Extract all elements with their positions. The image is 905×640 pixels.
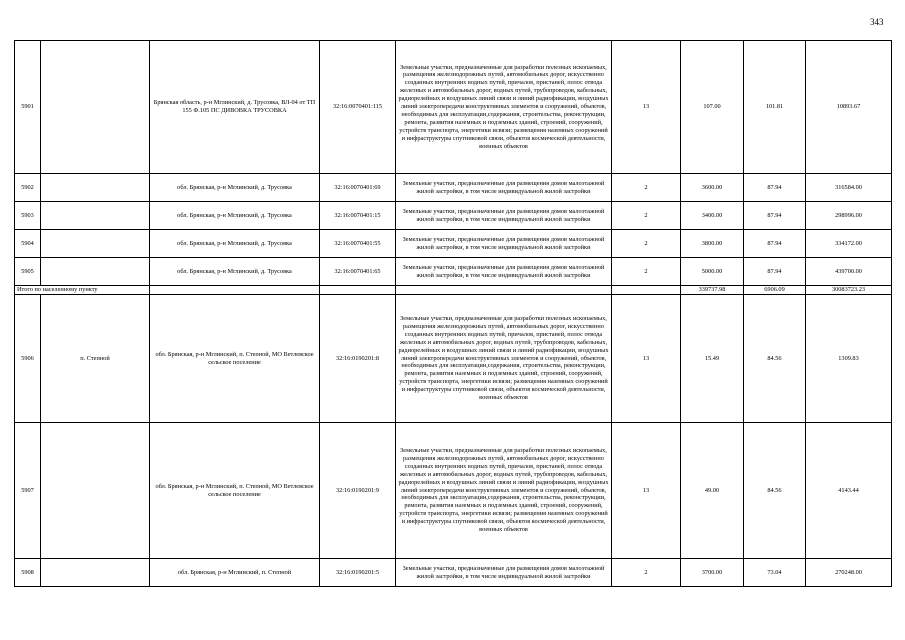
area-value: 107.00 <box>681 41 744 174</box>
address-cell: Брянская область, р-н Мглинский, д. Трусовка, ВЛ-04 от ТП 155 Ф.105 ПС ДИВОВКА ТРУСОВКА <box>150 41 320 174</box>
address-cell: обл. Брянская, р-н Мглинский, д. Трусовка <box>150 258 320 286</box>
cadastral-number: 32:16:0070401:15 <box>320 202 396 230</box>
cadastral-value: 316584.00 <box>806 174 892 202</box>
land-use-group: 2 <box>612 258 681 286</box>
record-number: 5905 <box>15 258 41 286</box>
cadastral-value: 4143.44 <box>806 423 892 559</box>
total-value: 30083723.23 <box>806 286 892 295</box>
area-value: 49.00 <box>681 423 744 559</box>
land-use-purpose: Земельные участки, предназначенные для размещения домов малоэтажной жилой застройки, в том числе индивидуальной жилой застройки <box>396 559 612 587</box>
cadastral-value-table <box>14 40 892 587</box>
land-use-purpose: Земельные участки, предназначенные для разработки полезных ископаемых, размещения железнодорожных путей, автомобильных дорог, искусственно созданных внутренних водных путей, причалов, пристаней, полос отвода железных и автомобильных дорог, водных путей, трубопроводов, кабельных, радиорелейных и воздушных линий связи и линий радиофикации, воздушных линий электропередачи конструктивных элементов и сооружений, объектов, необходимых для эксплуатации,содержания, строительства, реконструкции, ремонта, развития наземных и подземных зданий, строений, сооружений, устройств транспорта, энергетики исвязи; размещения наземных сооружений и инфраструктуры спутниковой связи, объектов космической деятельности, военных объектов <box>396 423 612 559</box>
table-row <box>15 423 892 559</box>
settlement-name <box>41 559 150 587</box>
total-empty <box>396 286 612 295</box>
cadastral-number: 32:16:0070401:65 <box>320 258 396 286</box>
land-use-purpose: Земельные участки, предназначенные для размещения домов малоэтажной жилой застройки, в том числе индивидуальной жилой застройки <box>396 258 612 286</box>
area-value: 15.49 <box>681 295 744 423</box>
table-row <box>15 202 892 230</box>
settlement-name <box>41 423 150 559</box>
specific-value: 87.94 <box>744 258 806 286</box>
page-number: 343 <box>870 17 884 27</box>
area-value: 3700.00 <box>681 559 744 587</box>
land-use-purpose: Земельные участки, предназначенные для размещения домов малоэтажной жилой застройки, в том числе индивидуальной жилой застройки <box>396 230 612 258</box>
address-cell: обл. Брянская, р-н Мглинский, п. Степной, МО Ветлевское сельское поселение <box>150 423 320 559</box>
land-use-purpose: Земельные участки, предназначенные для разработки полезных ископаемых, размещения железнодорожных путей, автомобильных дорог, искусственно созданных внутренних водных путей, причалов, пристаней, полос отвода железных и автомобильных дорог, водных путей, трубопроводов, кабельных, радиорелейных и воздушных линий связи и линий радиофикации, воздушных линий электропередачи конструктивных элементов и сооружений, объектов, необходимых для эксплуатации,содержания, строительства, реконструкции, ремонта, развития наземных и подземных зданий, строений, сооружений, устройств транспорта, энергетики исвязи; размещения наземных сооружений и инфраструктуры спутниковой связи, объектов космической деятельности, военных объектов <box>396 41 612 174</box>
cadastral-number: 32:16:0070401:115 <box>320 41 396 174</box>
table-row <box>15 174 892 202</box>
record-number: 5901 <box>15 41 41 174</box>
table-row <box>15 41 892 174</box>
record-number: 5907 <box>15 423 41 559</box>
area-value: 5000.00 <box>681 258 744 286</box>
area-value: 3800.00 <box>681 230 744 258</box>
specific-value: 73.04 <box>744 559 806 587</box>
cadastral-number: 32:16:0190201:8 <box>320 295 396 423</box>
address-cell: обл. Брянская, р-н Мглинский, п. Степной <box>150 559 320 587</box>
record-number: 5904 <box>15 230 41 258</box>
land-use-group: 13 <box>612 41 681 174</box>
table-row <box>15 230 892 258</box>
settlement-name <box>41 230 150 258</box>
total-empty <box>320 286 396 295</box>
land-use-group: 2 <box>612 202 681 230</box>
specific-value: 87.94 <box>744 230 806 258</box>
total-empty <box>612 286 681 295</box>
specific-value: 87.94 <box>744 202 806 230</box>
address-cell: обл. Брянская, р-н Мглинский, д. Трусовка <box>150 174 320 202</box>
total-empty <box>150 286 320 295</box>
record-number: 5903 <box>15 202 41 230</box>
address-cell: обл. Брянская, р-н Мглинский, п. Степной, МО Ветлевское сельское поселение <box>150 295 320 423</box>
cadastral-number: 32:16:0070401:55 <box>320 230 396 258</box>
cadastral-value: 334172.00 <box>806 230 892 258</box>
cadastral-number: 32:16:0190201:9 <box>320 423 396 559</box>
record-number: 5908 <box>15 559 41 587</box>
cadastral-value: 1309.83 <box>806 295 892 423</box>
specific-value: 84.56 <box>744 423 806 559</box>
record-number: 5902 <box>15 174 41 202</box>
land-use-purpose: Земельные участки, предназначенные для разработки полезных ископаемых, размещения железнодорожных путей, автомобильных дорог, искусственно созданных внутренних водных путей, причалов, пристаней, полос отвода железных и автомобильных дорог, водных путей, трубопроводов, кабельных, радиорелейных и воздушных линий связи и линий радиофикации, воздушных линий электропередачи конструктивных элементов и сооружений, объектов, необходимых для эксплуатации,содержания, строительства, реконструкции, ремонта, развития наземных и подземных зданий, строений, сооружений, устройств транспорта, энергетики исвязи; размещения наземных сооружений и инфраструктуры спутниковой связи, объектов космической деятельности, военных объектов <box>396 295 612 423</box>
address-cell: обл. Брянская, р-н Мглинский, д. Трусовка <box>150 202 320 230</box>
specific-value: 87.94 <box>744 174 806 202</box>
land-use-group: 2 <box>612 230 681 258</box>
settlement-name <box>41 41 150 174</box>
table-row <box>15 559 892 587</box>
settlement-name <box>41 174 150 202</box>
land-use-purpose: Земельные участки, предназначенные для размещения домов малоэтажной жилой застройки, в том числе индивидуальной жилой застройки <box>396 174 612 202</box>
cadastral-value: 270248.00 <box>806 559 892 587</box>
cadastral-number: 32:16:0070401:69 <box>320 174 396 202</box>
cadastral-value: 10893.67 <box>806 41 892 174</box>
settlement-name: п. Степной <box>41 295 150 423</box>
cadastral-value: 439700.00 <box>806 258 892 286</box>
settlement-name <box>41 202 150 230</box>
cadastral-value: 298996.00 <box>806 202 892 230</box>
area-value: 3400.00 <box>681 202 744 230</box>
total-label: Итого по населенному пункту <box>15 286 150 295</box>
cadastral-number: 32:16:0190201:5 <box>320 559 396 587</box>
land-use-purpose: Земельные участки, предназначенные для размещения домов малоэтажной жилой застройки, в том числе индивидуальной жилой застройки <box>396 202 612 230</box>
land-use-group: 2 <box>612 559 681 587</box>
land-use-group: 13 <box>612 423 681 559</box>
specific-value: 101.81 <box>744 41 806 174</box>
land-use-group: 2 <box>612 174 681 202</box>
total-area: 339737.98 <box>681 286 744 295</box>
record-number: 5906 <box>15 295 41 423</box>
total-rate: 6906.09 <box>744 286 806 295</box>
specific-value: 84.56 <box>744 295 806 423</box>
settlement-total-row <box>15 286 892 295</box>
table-row <box>15 258 892 286</box>
table-row <box>15 295 892 423</box>
area-value: 3600.00 <box>681 174 744 202</box>
address-cell: обл. Брянская, р-н Мглинский, д. Трусовка <box>150 230 320 258</box>
settlement-name <box>41 258 150 286</box>
land-use-group: 13 <box>612 295 681 423</box>
